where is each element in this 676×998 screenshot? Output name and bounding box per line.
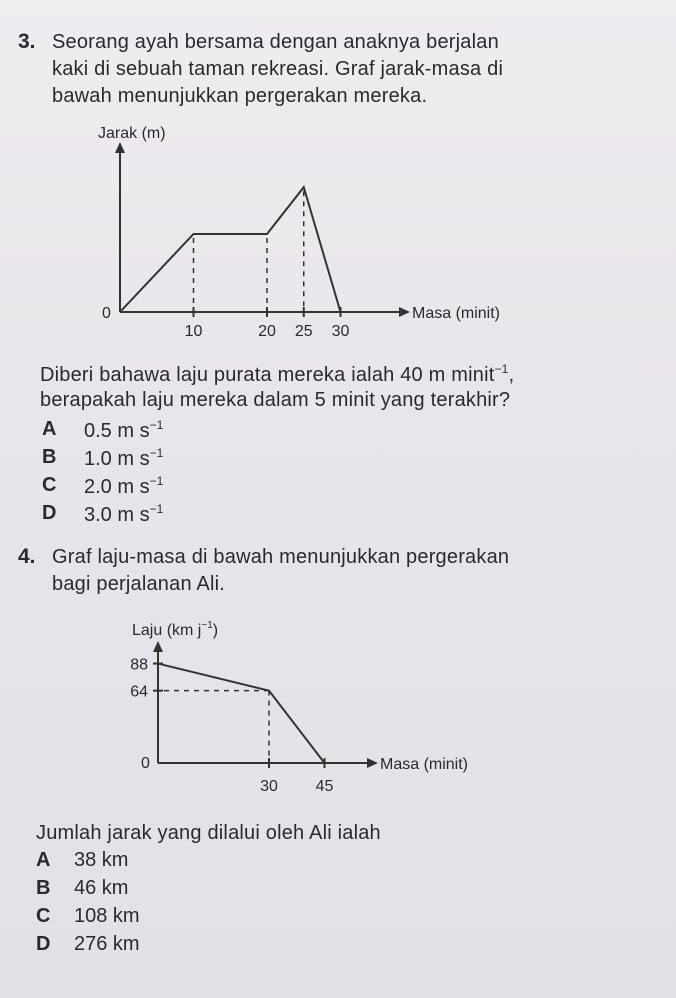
question-3-prompt-line-1	[40, 362, 514, 387]
speed-time-graph	[0, 605, 676, 845]
graph2-x-tick-label: 45	[315, 778, 334, 795]
q4-option-a-value[interactable]: 38 km	[74, 849, 129, 871]
graph1-x-tick-label: 20	[258, 323, 276, 340]
graph2-origin-label: 0	[141, 755, 150, 772]
q3-option-a-value[interactable]: 0.5 m $s^{-1}$	[84, 418, 164, 442]
question-3-text-line-2: kaki di sebuah taman rekreasi. Graf jarak-masa di	[52, 58, 504, 80]
q4-option-c-letter[interactable]: C	[36, 905, 51, 927]
graph1-x-axis-label: Masa (minit)	[412, 305, 501, 322]
graph1-origin-label: 0	[102, 305, 111, 322]
q4-option-a-letter[interactable]: A	[36, 849, 51, 871]
q3-option-a-letter[interactable]: A	[42, 418, 57, 440]
graph2-y-axis-arrow	[153, 641, 163, 652]
graph2-y-axis-label: Laju (km $j^{-1}$)	[132, 620, 219, 639]
minit-exponent: −1	[494, 362, 509, 376]
graph1-x-tick-label: 25	[294, 323, 313, 340]
question-3-number: 3.	[18, 30, 36, 53]
distance-time-graph	[0, 0, 676, 340]
q4-option-b-value[interactable]: 46 km	[74, 877, 129, 899]
q3-option-b-value[interactable]: 1.0 m $s^{-1}$	[84, 446, 164, 470]
graph1-x-axis-arrow	[399, 307, 410, 317]
q3-option-d-value[interactable]: 3.0 m $s^{-1}$	[84, 502, 164, 526]
graph2-x-tick-label: 30	[260, 778, 278, 795]
graph1-y-axis-arrow	[115, 142, 125, 153]
q4-option-d-letter[interactable]: D	[36, 933, 51, 955]
graph2-x-axis-label: Masa (minit)	[380, 756, 469, 773]
prompt-comma: ,	[508, 364, 515, 386]
graph1-y-axis-label: Jarak (m)	[98, 125, 166, 142]
question-4-text-line-2: bagi perjalanan Ali.	[52, 573, 226, 595]
graph1-x-tick-label: 10	[184, 323, 203, 340]
q4-option-c-value[interactable]: 108 km	[74, 905, 140, 927]
question-3-text-line-1: Seorang ayah bersama dengan anaknya berjalan	[52, 31, 499, 53]
graph2-y-tick-label: 88	[130, 656, 148, 674]
q3-option-d-letter[interactable]: D	[42, 502, 57, 524]
q4-option-b-letter[interactable]: B	[36, 877, 51, 899]
question-4-prompt: Jumlah jarak yang dilalui oleh Ali ialah	[36, 822, 381, 844]
graph1-data-line	[120, 187, 341, 312]
q4-option-d-value[interactable]: 276 km	[74, 933, 140, 955]
graph2-y-tick-label: 64	[130, 683, 148, 701]
question-3-text-line-3: bawah menunjukkan pergerakan mereka.	[52, 85, 428, 107]
graph2-x-axis-arrow	[367, 758, 378, 768]
question-4-text-line-1: Graf laju-masa di bawah menunjukkan pergerakan	[52, 546, 510, 568]
question-4-number: 4.	[18, 545, 36, 568]
q3-option-c-letter[interactable]: C	[42, 474, 57, 496]
q3-option-b-letter[interactable]: B	[42, 446, 57, 468]
graph2-data-line	[158, 664, 325, 763]
question-3-prompt-line-2: berapakah laju mereka dalam 5 minit yang terakhir?	[40, 389, 511, 411]
q3-option-c-value[interactable]: 2.0 m $s^{-1}$	[84, 474, 164, 498]
question-3-prompt-text: Diberi bahawa laju purata mereka ialah 40 m minit	[40, 364, 495, 386]
graph1-x-tick-label: 30	[331, 323, 350, 340]
